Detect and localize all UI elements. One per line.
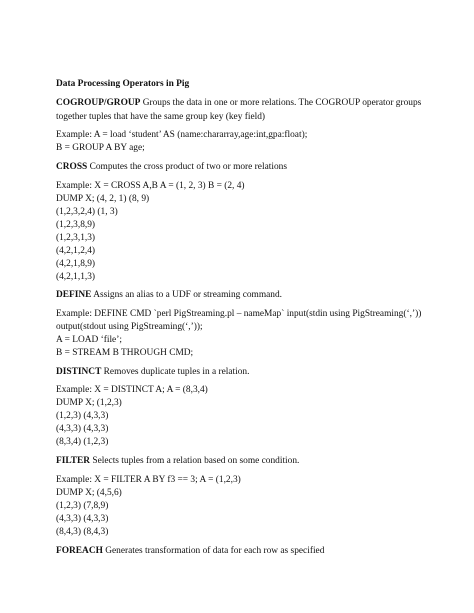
distinct-example-line: (8,3,4) (1,2,3) — [56, 437, 109, 447]
distinct-example-line: Example: X = DISTINCT A; A = (8,3,4) — [56, 385, 208, 395]
cross-example-line: DUMP X; (4, 2, 1) (8, 9) — [56, 194, 150, 204]
cross-example-line: (4,2,1,1,3) — [56, 272, 96, 282]
filter-example-line: (8,4,3) (8,4,3) — [56, 527, 109, 537]
cross-example-line: Example: X = CROSS A,B A = (1, 2, 3) B = (2, 4) — [56, 181, 245, 191]
cross-example-line: (1,2,3,1,3) — [56, 233, 96, 243]
define-example-line: B = STREAM B THROUGH CMD; — [56, 348, 194, 358]
cross-example-line: (1,2,3,2,4) (1, 3) — [56, 207, 118, 217]
page-title: Data Processing Operators in Pig — [56, 79, 190, 89]
distinct-desc: Removes duplicate tuples in a relation. — [101, 367, 250, 377]
cross-term: CROSS — [56, 162, 88, 172]
foreach-desc: Generates transformation of data for each row as specified — [102, 546, 325, 556]
filter-example-line: Example: X = FILTER A BY f3 == 3; A = (1,2,3) — [56, 475, 241, 485]
filter-desc-line — [56, 455, 299, 467]
define-example-line: A = LOAD ‘file’; — [56, 335, 122, 345]
define-example-line: Example: DEFINE CMD `perl PigStreaming.pl – nameMap` input(stdin using PigStreaming(‘,’)) — [56, 309, 422, 319]
filter-example-line: (1,2,3) (7,8,9) — [56, 501, 109, 511]
define-term: DEFINE — [56, 290, 92, 300]
filter-term: FILTER — [56, 456, 91, 466]
foreach-desc-line — [56, 545, 324, 557]
define-example-line: output(stdout using PigStreaming(‘,’)); — [56, 322, 203, 332]
distinct-desc-line — [56, 366, 249, 378]
cogroup-term: COGROUP/GROUP — [56, 98, 141, 108]
foreach-term: FOREACH — [56, 546, 103, 556]
cross-desc: Computes the cross product of two or more relations — [87, 162, 287, 172]
filter-example-line: DUMP X; (4,5,6) — [56, 488, 122, 498]
distinct-example-line: (1,2,3) (4,3,3) — [56, 411, 109, 421]
distinct-example-line: DUMP X; (1,2,3) — [56, 398, 122, 408]
cogroup-desc: Groups the data in one or more relations. The COGROUP operator groups — [140, 98, 422, 108]
filter-desc: Selects tuples from a relation based on some condition. — [90, 456, 300, 466]
cross-desc-line — [56, 161, 287, 173]
cross-example-line: (4,2,1,8,9) — [56, 259, 96, 269]
define-desc: Assigns an alias to a UDF or streaming command. — [91, 290, 283, 300]
define-desc-line — [56, 289, 282, 301]
filter-example-line: (4,3,3) (4,3,3) — [56, 514, 109, 524]
distinct-example-line: (4,3,3) (4,3,3) — [56, 424, 109, 434]
cogroup-desc-line1 — [56, 97, 421, 109]
distinct-term: DISTINCT — [56, 367, 102, 377]
cogroup-example-line: B = GROUP A BY age; — [56, 143, 145, 153]
cogroup-desc-line2: together tuples that have the same group key (key field) — [56, 112, 266, 122]
cross-example-line: (1,2,3,8,9) — [56, 220, 96, 230]
cross-example-line: (4,2,1,2,4) — [56, 246, 96, 256]
cogroup-example-line: Example: A = load ‘student’ AS (name:chararray,age:int,gpa:float); — [56, 130, 308, 140]
